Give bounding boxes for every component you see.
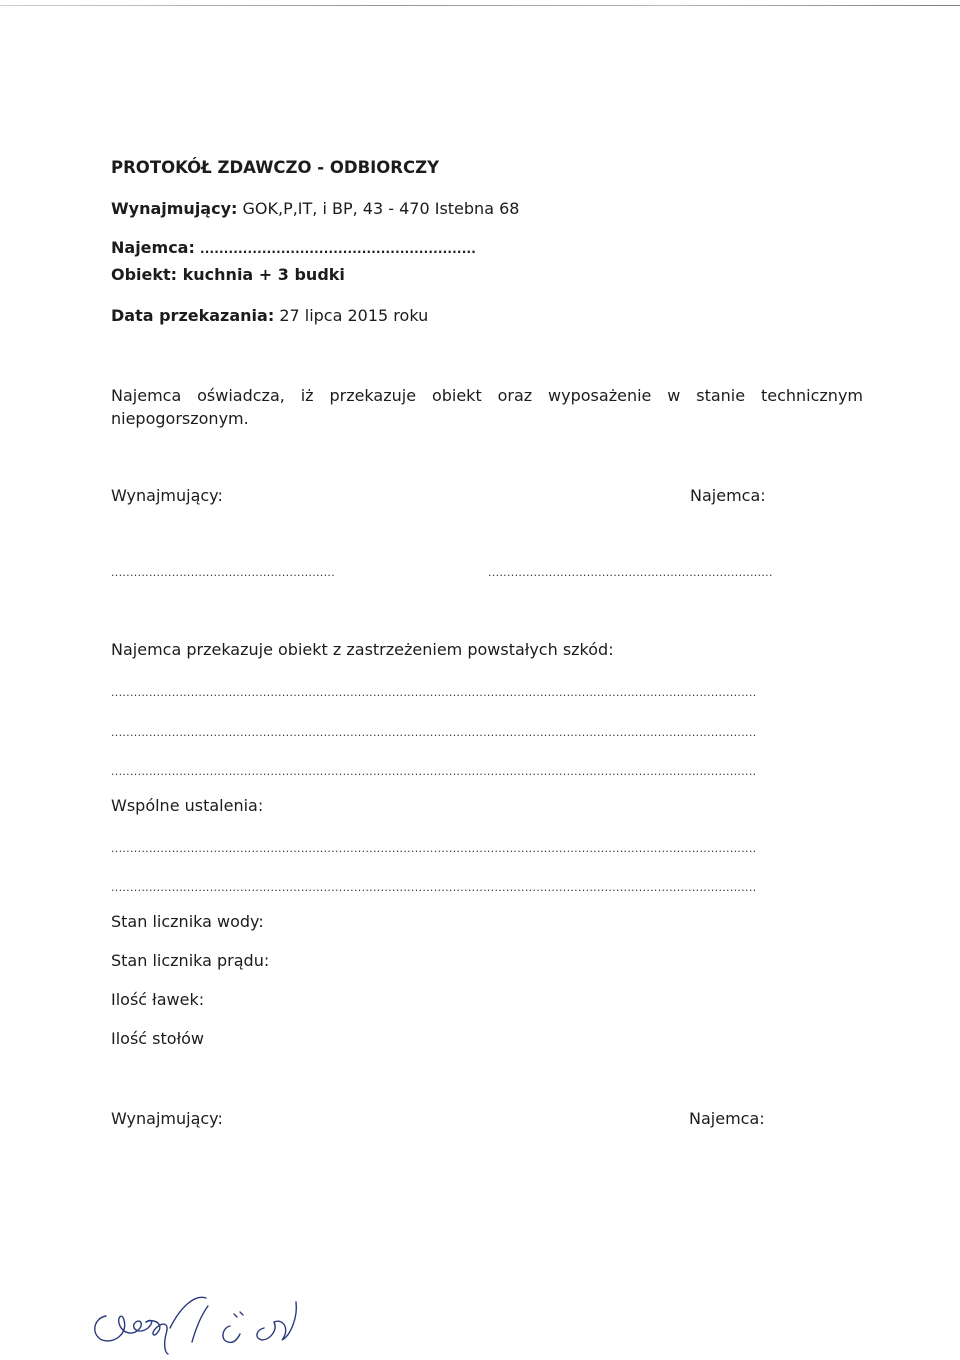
agreements-dots-2: .......................................................................................................................................................................... [111, 881, 757, 894]
document-title: PROTOKÓŁ ZDAWCZO - ODBIORCZY [111, 158, 440, 177]
damages-dots-3: .......................................................................................................................................................................... [111, 765, 757, 778]
damages-dots-2: .......................................................................................................................................................................... [111, 726, 757, 739]
landlord-value: GOK,P,IT, i BP, 43 - 470 Istebna 68 [242, 199, 520, 218]
scan-edge-line [0, 5, 960, 6]
statement-paragraph [111, 384, 863, 430]
landlord-line [111, 199, 519, 218]
handwritten-signature [84, 1278, 314, 1358]
damages-label: Najemca przekazuje obiekt z zastrzeżeniem powstałych szkód: [111, 640, 614, 659]
water-meter-label: Stan licznika wody: [111, 912, 264, 931]
statement-line-2: niepogorszonym. [111, 409, 249, 428]
damages-dots-1: .......................................................................................................................................................................... [111, 686, 757, 699]
tenant-line [111, 238, 476, 257]
tenant-signature-label-top: Najemca: [690, 486, 766, 505]
date-label: Data przekazania: [111, 306, 275, 325]
power-meter-label: Stan licznika prądu: [111, 951, 270, 970]
date-value: 27 lipca 2015 roku [279, 306, 429, 325]
landlord-signature-label-bottom: Wynajmujący: [111, 1109, 223, 1128]
tables-count-label: Ilość stołów [111, 1029, 204, 1048]
date-line [111, 306, 428, 325]
landlord-signature-dots: ........................................................... [111, 566, 335, 579]
landlord-label: Wynajmujący: [111, 199, 238, 218]
benches-count-label: Ilość ławek: [111, 990, 205, 1009]
tenant-dots: .......................................................... [199, 242, 476, 256]
tenant-signature-label-bottom: Najemca: [689, 1109, 765, 1128]
statement-line-1: Najemca oświadcza, iż przekazuje obiekt oraz wyposażenie w stanie technicznym [111, 386, 863, 405]
agreements-label: Wspólne ustalenia: [111, 796, 264, 815]
object-line: Obiekt: kuchnia + 3 budki [111, 265, 345, 284]
tenant-label: Najemca: [111, 238, 195, 257]
tenant-signature-dots: ........................................................................... [488, 566, 773, 579]
landlord-signature-label-top: Wynajmujący: [111, 486, 223, 505]
agreements-dots-1: .......................................................................................................................................................................... [111, 842, 757, 855]
